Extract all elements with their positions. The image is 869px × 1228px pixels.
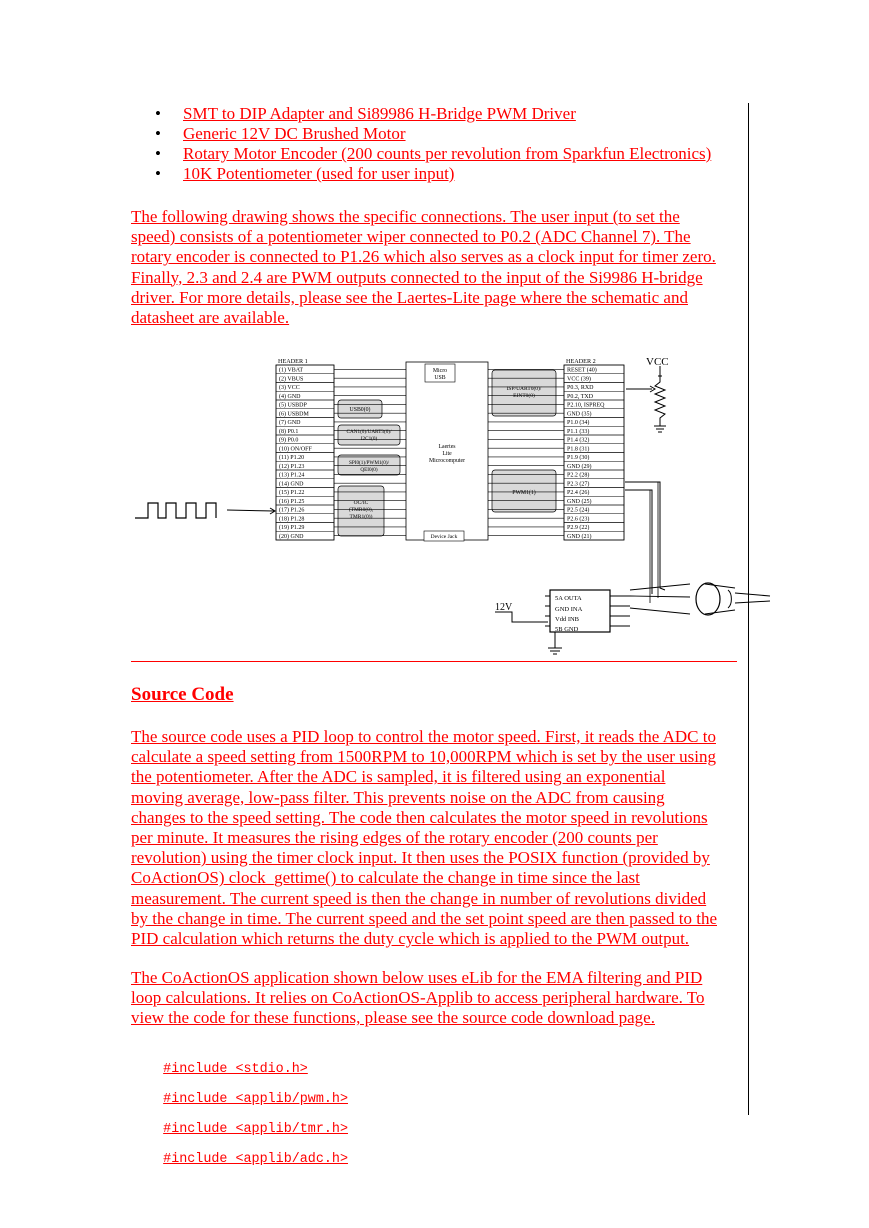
parts-list (131, 104, 711, 184)
header2-pin-label: P0.3, RXD (567, 385, 594, 392)
header2-pin-label: P1.9 (30) (567, 455, 590, 462)
text-line: rotary encoder is connected to P1.26 which also serves as a clock input for timer zero. (131, 247, 716, 267)
text-line: changes to the speed setting. The code then calculates the motor speed in revolutions (131, 807, 708, 827)
header2-title: HEADER 2 (566, 358, 596, 365)
header2-pin-label: P2.9 (22) (567, 525, 590, 532)
micro-usb-label: Micro (432, 368, 448, 374)
text-line: driver. For more details, please see the Laertes-Lite page where the schematic and (131, 287, 688, 307)
header2-pin-label: GND (25) (567, 498, 592, 505)
code-line[interactable]: #include <applib/pwm.h> (163, 1092, 348, 1107)
text-line: calculate a speed setting from 1500RPM to 10,000RPM which is set by the user using (131, 747, 717, 767)
header1-pin-label: (3) VCC (279, 385, 300, 392)
header2-pin-label: RESET (40) (567, 367, 597, 374)
isp-label: EINT0(0) (513, 393, 535, 399)
spi-label: QEI0(0) (360, 467, 378, 473)
header2-pin-label: P2.3 (27) (567, 481, 590, 488)
motor-icon (696, 583, 720, 615)
oc-label: TMR1(0)) (349, 514, 373, 520)
header1-pin-label: (2) VBUS (279, 376, 304, 383)
header1-pin-label: (8) P0.1 (279, 428, 299, 435)
isp-label: ISP/UART0(0)/ (506, 386, 542, 392)
header2-pin-label: GND (35) (567, 411, 592, 418)
header1-title: HEADER 1 (278, 358, 308, 365)
header2-pin-label: P1.0 (34) (567, 420, 590, 427)
text-line: Finally, 2.3 and 2.4 are PWM outputs connected to the input of the Si9986 H-bridge (131, 267, 703, 287)
list-item: • Generic 12V DC Brushed Motor (155, 124, 406, 143)
driver-pin-label: GND INA (555, 606, 583, 613)
header2-pin-label: P2.2 (28) (567, 472, 590, 479)
header1-pin-label: (11) P1.20 (279, 455, 305, 462)
header2-pin-label: P2.10, ISPREQ (567, 402, 605, 409)
text-line: moving average, low-pass filter. This prevents noise on the ADC from causing (131, 787, 665, 807)
header1-pin-label: (19) P1.29 (279, 525, 305, 532)
text-line: the potentiometer. After the ADC is sampled, it is filtered using an exponential (131, 767, 666, 787)
text-line: The CoActionOS application shown below uses eLib for the EMA filtering and PID (131, 968, 703, 987)
header1-pin-label: (20) GND (279, 533, 304, 540)
code-block (131, 1047, 348, 1182)
text-line: PID calculation which returns the duty cycle which is applied to the PWM output. (131, 929, 690, 949)
pwm-label: PWM1(1) (512, 490, 536, 496)
header1-pin-label: (17) P1.26 (279, 507, 305, 514)
text-line: loop calculations. It relies on CoActionOS-Applib to access peripheral hardware. To (131, 988, 705, 1008)
potentiometer-icon (654, 366, 666, 432)
parts-link[interactable]: Generic 12V DC Brushed Motor (183, 124, 406, 143)
parts-link[interactable]: 10K Potentiometer (used for user input) (183, 164, 455, 183)
header1-pin-label: (10) ON/OFF (279, 446, 312, 453)
header2-pin-label: P1.1 (33) (567, 428, 590, 435)
list-item: • SMT to DIP Adapter and Si89986 H-Bridge PWM Driver (155, 104, 576, 123)
text-line: The source code uses a PID loop to control the motor speed. First, it reads the ADC to (131, 727, 716, 746)
list-item: • Rotary Motor Encoder (200 counts per revolution from Sparkfun Electronics) (155, 144, 712, 163)
driver-pin-label: Vdd INB (555, 616, 580, 623)
driver-pin-label: 5B GND (555, 626, 579, 633)
header1-pin-label: (12) P1.23 (279, 463, 305, 470)
source-code-paragraph[interactable] (131, 727, 741, 949)
header1-pin-label: (18) P1.28 (279, 516, 305, 523)
oc-label: (TMR0(0), (348, 507, 374, 513)
device-jack-label: Device Jack (430, 534, 458, 540)
driver-pin-label: 5A OUTA (555, 595, 582, 602)
encoder-signal-icon (135, 503, 216, 518)
header2-pin-label: P2.6 (23) (567, 516, 590, 523)
header1-pin-label: (7) GND (279, 420, 301, 427)
encoder-wire (227, 510, 274, 511)
text-line: revolution) using the timer clock input. It then uses the POSIX function (provided by (131, 848, 710, 868)
connection-diagram (130, 348, 780, 662)
core-label: Lite (442, 451, 452, 457)
text-line: CoActionOS) clock_gettime() to calculate the change in time since the last (131, 868, 640, 888)
code-line[interactable]: #include <stdio.h> (163, 1062, 308, 1077)
header1-pins (276, 365, 334, 540)
can-label: I2C1(0) (360, 436, 378, 442)
header2-pin-label: GND (21) (567, 533, 592, 540)
header1-pin-label: (15) P1.22 (279, 490, 305, 497)
usb0-label: USB0(0) (349, 407, 371, 413)
header2-pin-label: VCC (39) (567, 376, 591, 383)
parts-link[interactable]: SMT to DIP Adapter and Si89986 H-Bridge PWM Driver (183, 104, 576, 123)
connections-paragraph[interactable] (131, 207, 741, 328)
coactionos-paragraph[interactable] (131, 968, 741, 1029)
text-line: view the code for these functions, please see the source code download page. (131, 1008, 655, 1028)
header2-pin-label: P2.4 (26) (567, 490, 590, 497)
header2-pin-label: P0.2, TXD (567, 393, 594, 400)
header1-pin-label: (9) P0.0 (279, 437, 299, 444)
list-item: • 10K Potentiometer (used for user input) (155, 164, 455, 183)
text-line: The following drawing shows the specific connections. The user input (to set the (131, 207, 680, 226)
header1-pin-label: (14) GND (279, 481, 304, 488)
header1-pin-label: (1) VBAT (279, 367, 304, 374)
parts-link[interactable]: Rotary Motor Encoder (200 counts per revolution from Sparkfun Electronics) (183, 144, 712, 163)
header1-pin-label: (5) USBDP (279, 402, 307, 409)
can-label: CAN1(0)/UART3(0)/ (346, 429, 392, 435)
vcc-label: VCC (646, 356, 669, 368)
text-line: per minute. It measures the rising edges of the rotary encoder (200 counts per (131, 828, 658, 848)
code-line[interactable]: #include <applib/adc.h> (163, 1152, 348, 1167)
micro-usb-label: USB (434, 375, 446, 381)
text-line: speed) consists of a potentiometer wiper connected to P0.2 (ADC Channel 7). The (131, 227, 691, 247)
oc-label: OC/IC (353, 500, 369, 506)
ground-icon (548, 632, 562, 654)
code-line[interactable]: #include <applib/tmr.h> (163, 1122, 348, 1137)
text-line: measurement. The current speed is then the change in number of revolutions divided (131, 888, 707, 908)
section-divider (131, 661, 737, 662)
text-line: datasheet are available. (131, 308, 290, 328)
core-label: Laertes (438, 444, 456, 450)
12v-label: 12V (495, 602, 513, 613)
header1-pin-label: (13) P1.24 (279, 472, 305, 479)
header2-pin-label: P1.8 (31) (567, 446, 590, 453)
header2-pin-label: P2.5 (24) (567, 507, 590, 514)
header2-pin-label: GND (29) (567, 463, 592, 470)
text-line: by the change in time. The current speed and the set point speed are then passed to the (131, 908, 717, 928)
header1-pin-label: (16) P1.25 (279, 498, 305, 505)
header2-pins (564, 365, 624, 540)
pwm-wires (625, 482, 665, 594)
core-label: Microcomputer (428, 458, 466, 464)
header1-pin-label: (6) USBDM (279, 411, 309, 418)
header1-pin-label: (4) GND (279, 393, 301, 400)
header2-pin-label: P1.4 (32) (567, 437, 590, 444)
spi-label: SPI0(1)/PWM1(0)/ (348, 460, 390, 466)
section-heading[interactable]: Source Code (131, 684, 234, 705)
